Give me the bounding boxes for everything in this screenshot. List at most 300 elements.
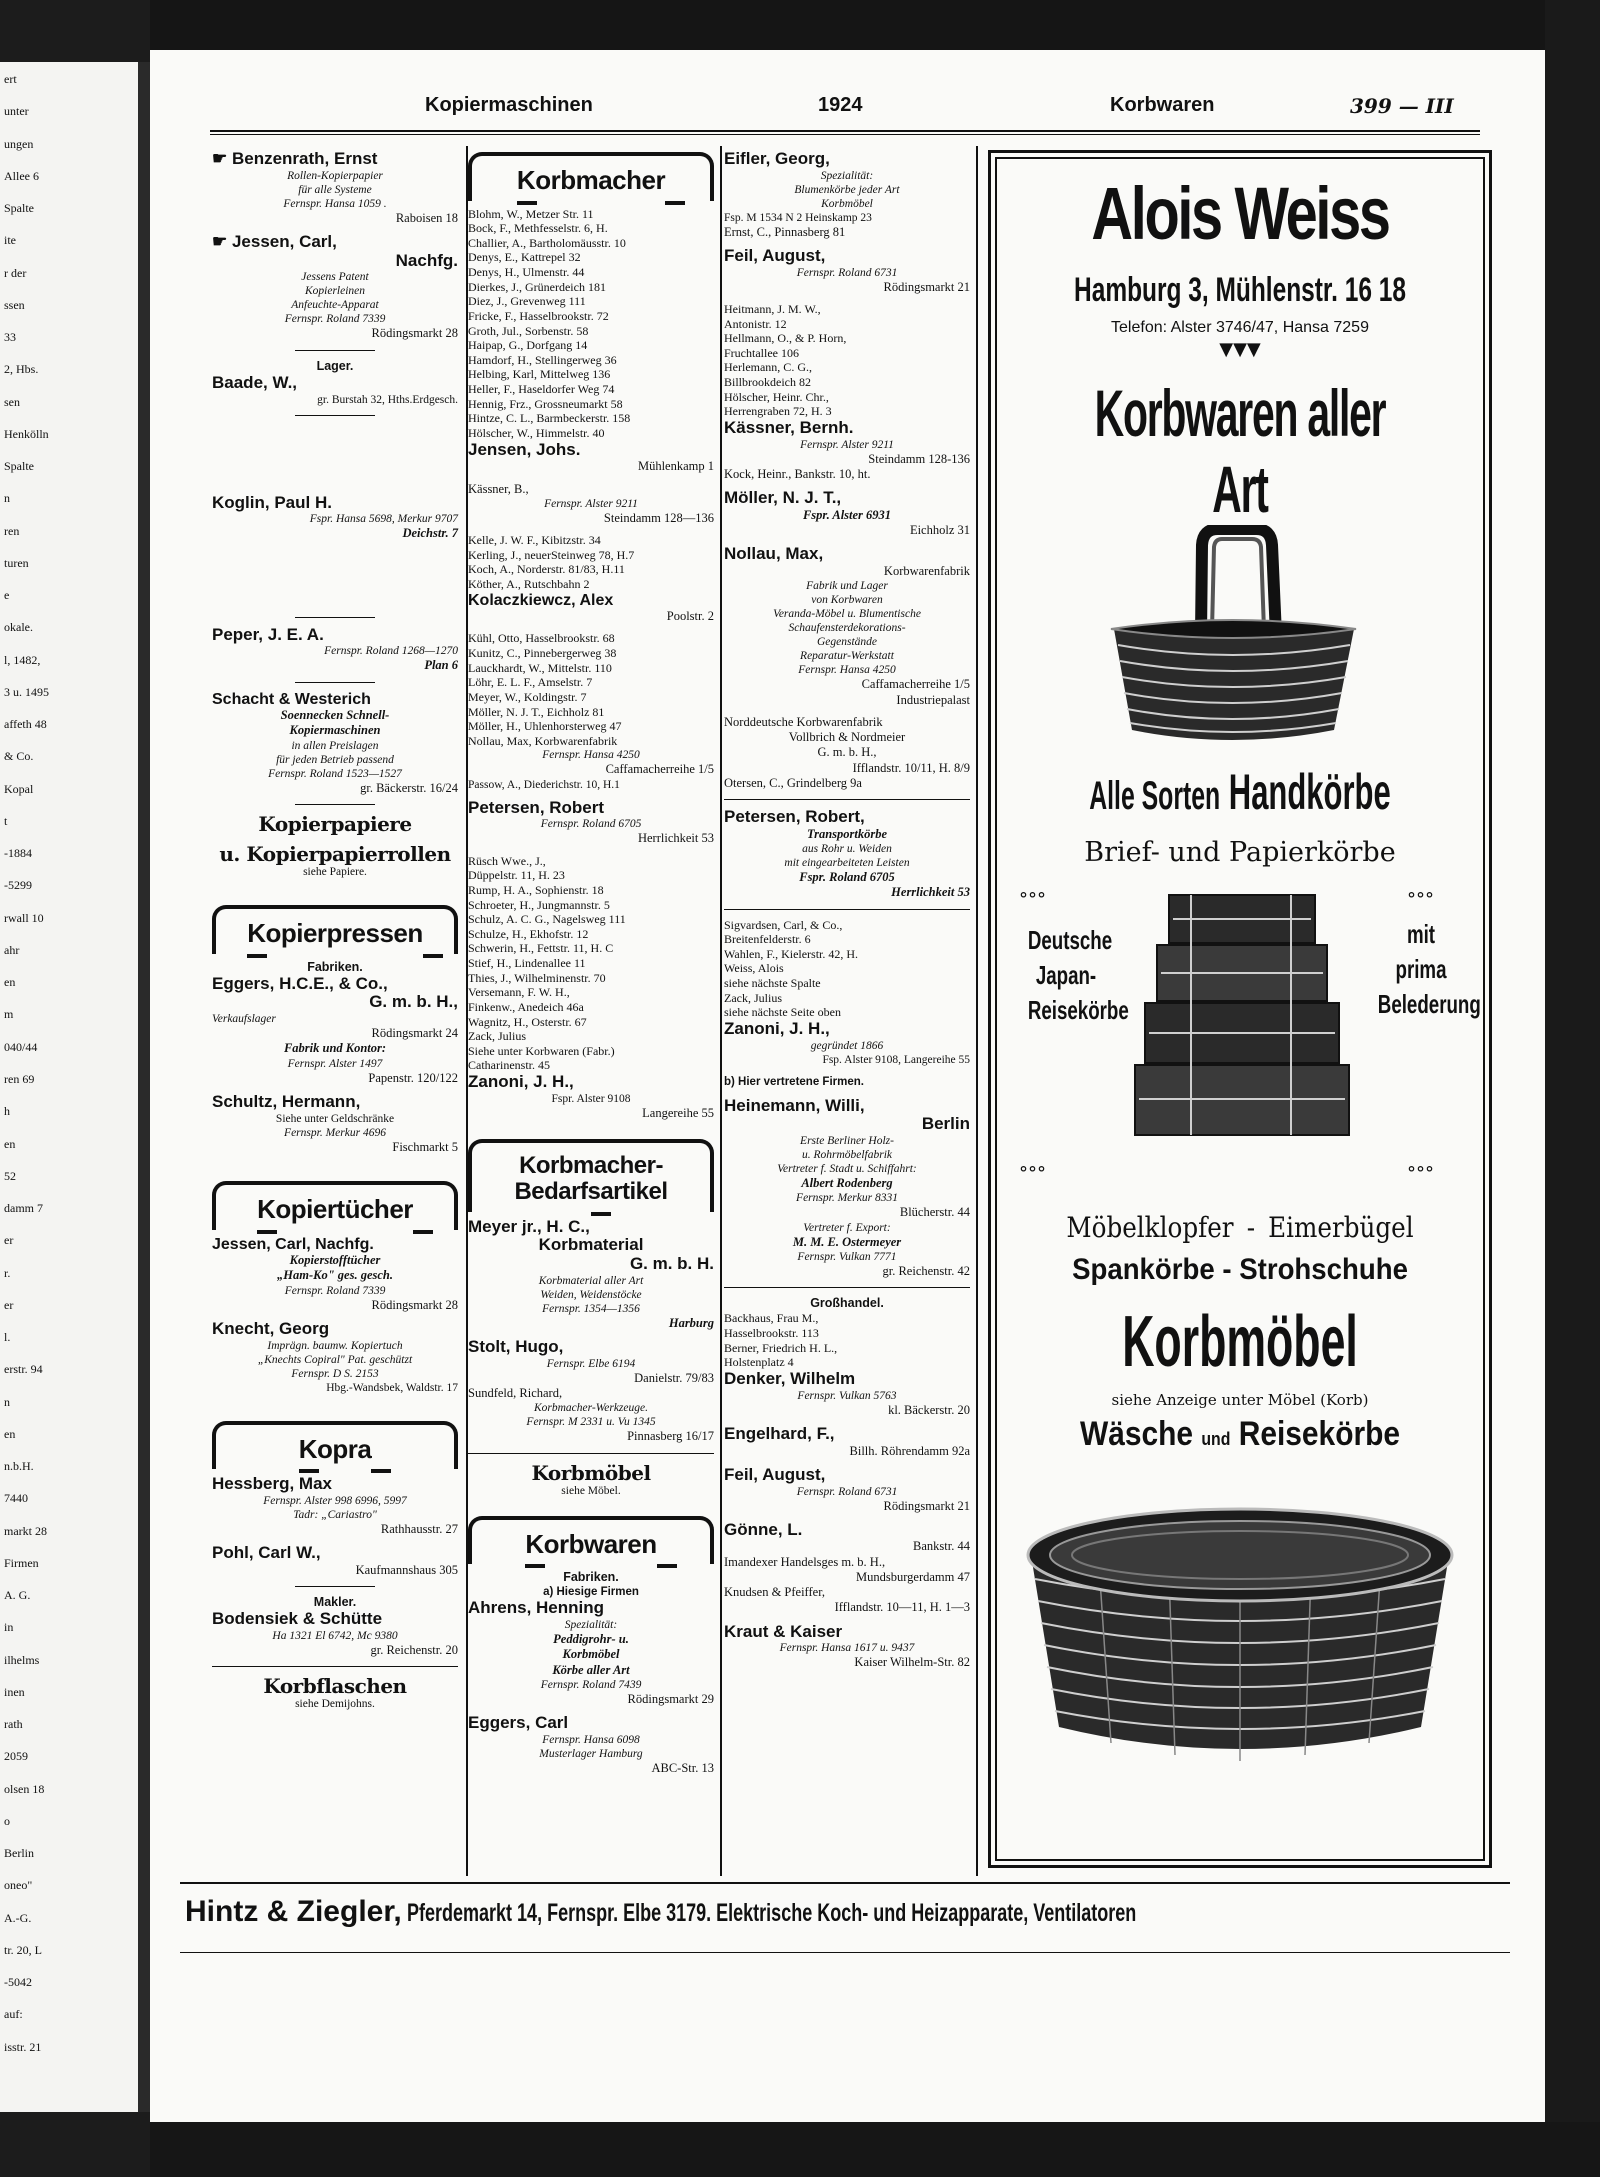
entry-name: Kolaczkiewcz, Alex [468,591,614,609]
previous-page-fragment: rath [4,1717,23,1732]
entry-name: Feil, August, [724,246,826,265]
previous-page-fragment: inen [4,1684,25,1699]
previous-page-fragment: n.b.H. [4,1459,34,1474]
previous-page-fragment: ilhelms [4,1652,40,1667]
list-item: Kerling, J., neuerSteinweg 78, H.7 [468,547,635,562]
entry-detail: Transportkörbe [806,826,888,841]
list-item [724,1623,970,1671]
list-item [468,592,714,625]
entry-name: Kraut & Kaiser [724,1621,843,1641]
entry-list [468,207,714,441]
entry-name: Vollbrich & Nordmeier [788,730,906,745]
list-item [724,715,970,791]
list-item [724,1521,970,1616]
entry-phone: Fernspr. Hansa 4250 [798,664,896,677]
list-item: Catharinenstr. 45 [468,1058,550,1073]
entry-list [468,533,714,592]
previous-page-fragment: 33 [4,330,16,345]
entry-phone: Fernspr. Merkur 4696 [284,1126,386,1139]
previous-page-fragment: n [4,1394,10,1409]
previous-page-fragment: 2059 [4,1749,28,1764]
section-tab-kopra: Kopra [212,1421,458,1470]
entry-address: Danielstr. 79/83 [634,1370,714,1385]
entry-list [724,302,970,419]
list-item: Kelle, J. W. F., Kibitzstr. 34 [468,533,601,548]
see-reference: siehe Papiere. [303,865,367,878]
entry-address: Rödingsmarkt 21 [883,279,970,294]
entry-detail: Korbmöbel [821,197,873,210]
list-item: Billbrookdeich 82 [724,375,811,390]
entry-name: Gönne, L. [724,1519,803,1539]
entry-address: Pinnasberg 16/17 [627,1429,714,1444]
list-item [212,1610,458,1658]
entry-detail: Weiden, Weidenstöcke [540,1288,642,1301]
entry-name: Petersen, Robert, [724,807,865,827]
list-item [724,545,970,708]
previous-page-fragment: ren 69 [4,1072,35,1086]
list-item [212,626,458,674]
entry-phone: Fernspr. Alster 1497 [287,1057,383,1070]
list-item: Diez, J., Grevenweg 111 [468,294,586,309]
entry-phone: Fernspr. Alster 9211 [544,497,638,510]
ad-text: und [1201,1429,1231,1449]
entry-address: ABC-Str. 13 [651,1760,714,1775]
entry-name: Zanoni, J. H., [724,1018,830,1038]
previous-page-fragment: Spalte [4,459,34,474]
previous-page-fragment: 040/44 [4,1039,38,1054]
list-item: Hellmann, O., & P. Horn, [724,331,847,346]
list-item: Holstenplatz 4 [724,1355,794,1370]
list-item [468,1218,714,1331]
entry-detail: Vertreter f. Export: [803,1221,891,1234]
previous-page-fragment: ahr [4,942,20,957]
entry-detail: Albert Rodenberg [801,1176,893,1191]
previous-page-fragment: ert [4,72,17,86]
entry-name: Nachfg. [395,250,458,270]
previous-page-fragment: ren [4,523,20,538]
previous-page-fragment: & Co. [4,749,34,764]
entry-detail: Anfeuchte-Apparat [291,299,379,312]
running-head-year: 1924 [818,94,863,116]
entry-detail: mit eingearbeiteten Leisten [784,857,910,870]
list-item: Lauckhardt, W., Mittelstr. 110 [468,660,612,675]
entry-name: Eggers, Carl [468,1713,569,1733]
entry-address: Fsp. Alster 9108, Langereihe 55 [822,1053,970,1066]
entry-name: Nollau, Max, [724,544,824,564]
previous-page-fragment: er [4,1233,14,1248]
entry-name: G. m. b. H., [817,745,877,760]
entry-name: Hessberg, Max [212,1474,332,1494]
entry-name: Korbmaterial [538,1235,644,1255]
entry-address: Rödingsmarkt 28 [371,1297,458,1312]
previous-page-fragment: isstr. 21 [4,2039,42,2054]
entry-detail: Blumenkörbe jeder Art [794,183,900,196]
entry-phone: Fernspr. M 2331 u. Vu 1345 [526,1416,656,1429]
divider [295,804,375,805]
list-item [468,1338,714,1444]
entry-address: Ifflandstr. 10—11, H. 1—3 [834,1600,970,1615]
previous-page-fragment: tr. 20, L [4,1942,42,1957]
entry-name: G. m. b. H., [369,992,458,1012]
list-item: Meyer, W., Koldingstr. 7 [468,689,587,704]
previous-page-fragment: t [4,813,8,828]
list-item: Schulze, H., Ekhofstr. 12 [468,926,589,941]
pointing-hand-icon: ☛ [212,231,232,251]
entry-name: G. m. b. H. [629,1254,714,1274]
entry-name: Kässner, B., [468,481,529,496]
entry-address: Ifflandstr. 10/11, H. 8/9 [852,760,970,775]
ornament-icon: °°° [1019,1163,1046,1184]
entry-phone: Fernspr. Vulkan 5763 [797,1389,897,1402]
running-head-left: Kopiermaschinen [425,94,593,116]
subsection-label: Fabriken. [563,1570,619,1585]
entry-phone: Fernspr. Hansa 1617 u. 9437 [779,1642,915,1655]
previous-page-fragment: r der [4,265,27,280]
divider [295,617,375,618]
entry-detail: Vertreter f. Stadt u. Schiffahrt: [777,1163,917,1176]
list-item: Haipap, G., Dorfgang 14 [468,338,588,353]
previous-page-fragment: -1884 [4,846,32,861]
previous-page-fragment: unter [4,104,29,119]
entry-name: Knudsen & Pfeiffer, [724,1585,825,1600]
ad-text: Reisekörbe [1027,995,1129,1026]
list-item: Möller, N. J. T., Eichholz 81 [468,704,605,719]
list-item: Siehe unter Korbwaren (Fabr.) [468,1043,615,1058]
entry-detail: Kopierstofftücher [289,1253,381,1268]
previous-page-fragment: Berlin [4,1846,34,1861]
list-item: Groth, Jul., Sorbenstr. 58 [468,323,589,338]
entry-address: gr. Bäckerstr. 16/24 [360,780,458,795]
entry-detail: Fabrik und Lager [806,580,888,593]
entry-detail: Spezialität: [564,1619,618,1632]
subsection-label: Fabriken. [307,959,363,974]
previous-page-fragment: 7440 [4,1491,28,1506]
list-item: Helbing, Karl, Mittelweg 136 [468,367,611,382]
entry-address: Ernst, C., Pinnasberg 81 [724,224,846,239]
entry-address: Herrlichkeit 53 [637,831,714,846]
entry-name: Engelhard, F., [724,1423,835,1443]
entry-phone: Fernspr. Hansa 1059 . [283,197,387,210]
entry-phone: Fspr. Alster 9108 [551,1092,631,1105]
divider [295,682,375,683]
previous-page-fragment: n [4,491,10,506]
subsection-label: Makler. [313,1595,357,1610]
list-item [468,1073,714,1121]
list-item: Hennig, Frz., Grossneumarkt 58 [468,396,623,411]
list-item [212,975,458,1086]
ad-waesche-reisekoerbe [1021,1415,1459,1454]
entry-detail: Korbmaterial aller Art [538,1274,644,1287]
subsection-label: a) Hiesige Firmen [543,1586,639,1599]
entry-name: Schacht & Westerich [212,690,371,708]
list-item: Weiss, Alois [724,961,784,976]
previous-page-fragment: er [4,1297,14,1312]
previous-page-fragment: rwall 10 [4,910,44,925]
ad-text: Japan- [1035,960,1097,991]
previous-page-fragment: 52 [4,1168,16,1183]
entry-address: Raboisen 18 [395,210,458,225]
list-item: Fruchtallee 106 [724,345,799,360]
entry-detail: in allen Preislagen [291,739,379,752]
section-title: u. Kopierpapierrollen [219,841,451,866]
entry-name: Feil, August, [724,1464,826,1484]
see-reference: siehe Demijohns. [295,1698,375,1711]
entry-address: Deichstr. 7 [402,526,458,541]
entry-address: Industriepalast [896,692,970,707]
entry-name: Peper, J. E. A. [212,624,324,644]
subsection-label: Lager. [316,358,354,373]
entry-phone: Fernspr. Roland 1523—1527 [268,767,402,780]
entry-address: Steindamm 128—136 [603,510,714,525]
entry-address: Rathhausstr. 27 [380,1521,458,1536]
previous-page-fragment: A. G. [4,1588,31,1603]
ad-side-right [1377,917,1481,1022]
subsection-label: b) Hier vertretene Firmen. [724,1075,864,1088]
running-head [150,94,1545,124]
list-item [212,150,458,226]
ornament-icon: °°° [1407,1163,1434,1184]
list-item: Challier, A., Bartholomäusstr. 10 [468,235,626,250]
entry-address: Papenstr. 120/122 [368,1070,458,1085]
entry-name: Stolt, Hugo, [468,1337,564,1357]
entry-address: gr. Burstah 32, Hths.Erdgesch. [317,393,458,406]
see-reference: siehe Möbel. [561,1484,621,1497]
section-title: Korbmöbel [531,1460,651,1485]
previous-page-fragment: damm 7 [4,1201,43,1216]
previous-page-fragment: sen [4,394,20,409]
previous-page-fragment: A.-G. [4,1910,32,1925]
previous-page-fragment: Firmen [4,1555,39,1570]
previous-page-fragment: en [4,975,16,990]
entry-detail: Siehe unter Geldschränke [275,1112,395,1125]
list-item: Heller, F., Haseldorfer Weg 74 [468,382,615,397]
entry-name: Kässner, Bernh. [724,417,854,437]
entry-address: Fsp. M 1534 N 2 Heinskamp 23 [724,211,872,224]
list-item [212,1236,458,1313]
footer-advertisement [185,1895,1515,1945]
entry-phone: Fernspr. 1354—1356 [542,1302,640,1315]
column-3 [724,150,970,1678]
list-item: Dierkes, J., Grünerdeich 181 [468,279,606,294]
column-divider [720,146,722,1876]
entry-name: Meyer jr., H. C., [468,1216,590,1236]
entry-phone: Fernspr. Merkur 8331 [796,1192,898,1205]
ad-text: Alle Sorten [1089,774,1221,818]
footer-text: Pferdemarkt 14, Fernspr. Elbe 3179. Elektrische Koch- und Heizapparate, Ventilatoren [406,1899,1137,1927]
page-number: 399 — III [1350,94,1454,118]
ad-address: Hamburg 3, Mühlenstr. 16 18 [1074,271,1406,309]
entry-detail: „Knechts Copiral" Pat. geschützt [257,1353,413,1366]
entry-address: Kock, Heinr., Bankstr. 10, ht. [724,466,871,481]
entry-name: Benzenrath, Ernst [231,149,378,168]
list-item: Denys, H., Ulmenstr. 44 [468,265,585,280]
divider [724,1287,970,1288]
previous-page-fragment: Henkölln [4,426,49,441]
entry-detail: Kopiermaschinen [289,723,381,738]
entry-detail: von Korbwaren [811,594,883,607]
column-divider [976,146,978,1876]
entry-address: Billh. Röhrendamm 92a [849,1443,970,1458]
previous-page-fragment: okale. [4,620,33,635]
list-item [468,799,714,847]
entry-address: gr. Reichenstr. 42 [882,1263,970,1278]
list-item: Thies, J., Wilhelminenstr. 70 [468,970,606,985]
entry-detail: Kopierleinen [304,285,366,298]
entry-name: Sundfeld, Richard, [468,1386,563,1401]
ornament-icon: °°° [1019,889,1046,910]
divider [724,799,970,800]
ad-text: Reisekörbe [1238,1415,1401,1453]
list-item [468,482,714,527]
list-item [724,150,970,240]
entry-name: Denker, Wilhelm [724,1368,856,1388]
list-item: Versemann, F. W. H., [468,985,570,1000]
entry-phone: Fernspr. Roland 6731 [796,1485,898,1498]
entry-name: Petersen, Robert [468,797,605,817]
list-item [468,441,714,475]
entry-phone: Fspr. Hansa 5698, Merkur 9707 [309,513,458,526]
list-item: Schroeter, H., Jungmannstr. 5 [468,897,610,912]
entry-detail: „Ham-Ko" ges. gesch. [277,1268,393,1283]
entry-name: Koglin, Paul H. [212,492,332,512]
list-item: Möller, H., Uhlenhorsterweg 47 [468,719,622,734]
previous-page-fragment: 3 u. 1495 [4,684,49,699]
entry-detail: für alle Systeme [298,183,372,196]
scan-border-right [1545,0,1600,2177]
previous-page-fragment: oneo" [4,1878,33,1893]
scan-border-bottom [150,2122,1600,2177]
list-item: Sigvardsen, Carl, & Co., [724,917,843,932]
list-item [468,1599,714,1707]
footer-rule-bottom [180,1952,1510,1953]
entry-detail: für jeden Betrieb passend [276,753,394,766]
entry-phone: Fernspr. Roland 6731 [796,266,898,279]
ad-see-reference: siehe Anzeige unter Möbel (Korb) [1111,1391,1369,1409]
entry-detail: Korbmacher-Werkzeuge. [533,1402,648,1415]
ad-text: Handkörbe [1228,764,1391,820]
previous-page-fragment: en [4,1136,16,1151]
entry-address: Rödingsmarkt 29 [627,1691,714,1706]
entry-detail: Spezialität: [820,169,874,182]
entry-phone: Fernspr. Roland 7339 [284,1284,386,1297]
entry-detail: Reparatur-Werkstatt [800,650,894,663]
list-item: siehe nächste Seite oben [724,1005,841,1020]
divider [468,1453,714,1454]
list-item [724,1466,970,1514]
entry-name: Eggers, H.C.E., & Co., [212,973,388,993]
entry-phone: Fernspr. D S. 2153 [291,1367,379,1380]
entry-name: Baade, W., [212,372,298,392]
previous-page-fragment: Allee 6 [4,168,39,183]
list-item: Backhaus, Frau M., [724,1311,819,1326]
list-item: Wahlen, F., Kielerstr. 42, H. [724,946,859,961]
footer-rule [180,1882,1510,1884]
previous-page-edge [0,62,138,2112]
entry-address: Kaiser Wilhelm-Str. 82 [854,1655,970,1670]
entry-detail: M. M. E. Ostermeyer [792,1234,902,1249]
entry-detail: Imprägn. baumw. Kopiertuch [267,1339,403,1352]
previous-page-fragment: m [4,1007,14,1022]
directory-page [150,50,1545,2122]
previous-page-fragment: r. [4,1265,11,1280]
divider [212,1666,458,1667]
previous-page-fragment: Spalte [4,201,34,216]
list-item: Düppelstr. 11, H. 23 [468,868,565,883]
list-item [724,489,970,538]
previous-page-fragment: affeth 48 [4,717,47,732]
ad-title: Alois Weiss [1091,172,1389,255]
section-title: Korbflaschen [263,1674,407,1699]
list-item [724,1425,970,1459]
list-item [724,1020,970,1067]
ad-handkoerbe [1086,763,1395,821]
list-item: Antonistr. 12 [724,316,787,331]
list-item [212,1320,458,1395]
previous-page-fragment: turen [4,555,29,570]
list-item: Hölscher, Heinr. Chr., [724,389,829,404]
list-item [724,1097,970,1279]
entry-name: Norddeutsche Korbwarenfabrik [724,714,883,729]
ad-brief-papierkoerbe: Brief- und Papierkörbe [1084,837,1396,868]
previous-page-fragment: Kopal [4,781,34,796]
previous-page-fragment: erstr. 94 [4,1362,43,1377]
entry-phone: Fspr. Roland 6705 [799,870,895,885]
entry-address: Rödingsmarkt 21 [883,1498,970,1513]
entry-address: Plan 6 [424,658,458,673]
tab-line: Korbmacher- [519,1151,663,1179]
section-tab-korbmacher-bedarfsartikel [468,1139,714,1212]
entry-list [468,854,714,1073]
previous-page-fragment: o [4,1813,10,1828]
list-item [212,691,458,796]
ornament-icon: ▼▼▼ [1219,339,1261,360]
list-item: Koch, A., Norderstr. 81/83, H.11 [468,562,625,577]
entry-name: Möller, N. J. T., [724,488,842,508]
list-item: Zack, Julius [468,1029,526,1044]
entry-list [724,918,970,1020]
list-item: Löhr, E. L. F., Amselstr. 7 [468,675,593,690]
entry-name: Pohl, Carl W., [212,1543,321,1563]
entry-phone: Fspr. Alster 6931 [802,507,892,522]
entry-address: gr. Reichenstr. 20 [370,1643,458,1658]
list-item: Schwerin, H., Fettstr. 11, H. C [468,941,614,956]
laundry-basket-icon [1019,1473,1461,1773]
entry-address: Steindamm 128-136 [868,451,970,466]
entry-detail: Tadr: „Cariastro" [293,1508,377,1521]
entry-detail: Fabrik und Kontor: [283,1041,387,1056]
entry-address: Caffamacherreihe 1/5 [605,762,714,777]
entry-address: Poolstr. 2 [666,609,714,624]
entry-name: Schultz, Hermann, [212,1091,361,1111]
previous-page-fragment: ite [4,233,16,248]
entry-name: Ahrens, Henning [468,1598,605,1618]
entry-address: Langereihe 55 [642,1105,714,1120]
entry-name: Jensen, Johs. [468,439,581,459]
section-tab-kopiertuecher: Kopiertücher [212,1181,458,1230]
list-item: Hasselbrookstr. 113 [724,1326,819,1341]
entry-address: Passow, A., Diederichstr. 10, H.1 [468,778,620,791]
list-item: Fricke, F., Hasselbrookstr. 72 [468,308,609,323]
ad-side-left [1027,923,1129,1028]
subsection-label: Großhandel. [810,1296,884,1311]
entry-name: Jessen, Carl, [231,231,337,251]
list-item [724,419,970,482]
list-item: Breitenfelderstr. 6 [724,932,811,947]
ad-text: Wäsche [1079,1415,1194,1453]
list-item: Denys, E., Kattrepel 32 [468,250,581,265]
entry-phone: Fernspr. Roland 7439 [540,1678,642,1691]
entry-address: Bankstr. 44 [913,1539,970,1554]
